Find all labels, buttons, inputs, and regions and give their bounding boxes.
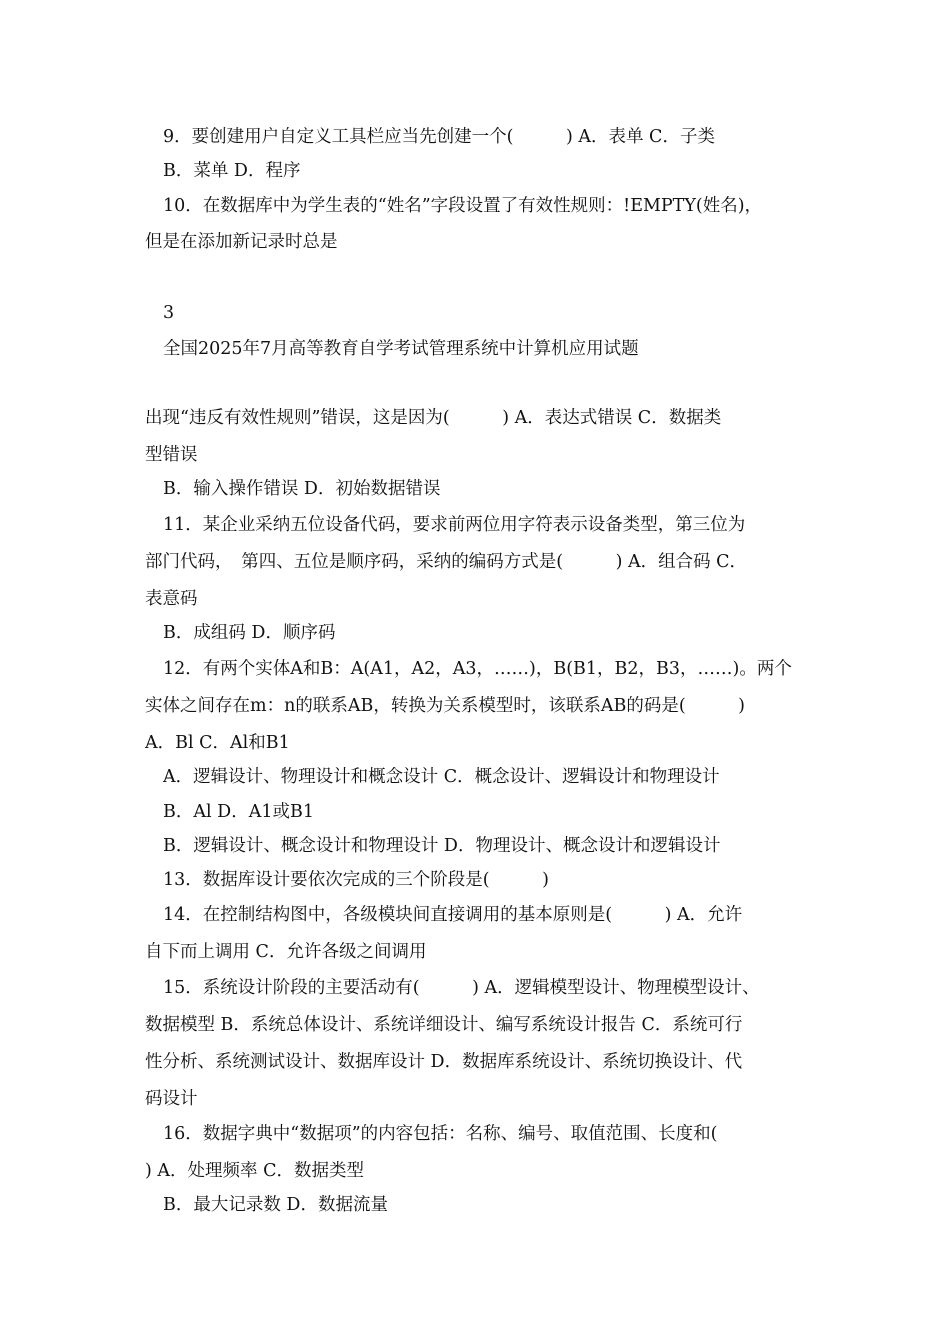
- question-10-text: 出现“违反有效性规则”错误，这是因为( ) A．表达式错误 C．数据类: [145, 408, 722, 428]
- page-number: 3: [163, 303, 175, 323]
- question-13: 13．数据库设计要依次完成的三个阶段是( ): [163, 870, 549, 890]
- question-9: 9．要创建用户自定义工具栏应当先创建一个( ) A．表单 C．子类: [163, 127, 715, 147]
- question-10: 10．在数据库中为学生表的“姓名”字段设置了有效性规则：!EMPTY(姓名)，: [163, 196, 763, 216]
- question-14-continued: 自下而上调用 C．允许各级之间调用: [145, 942, 427, 962]
- question-15: 15．系统设计阶段的主要活动有( ) A．逻辑模型设计、物理模型设计、: [163, 978, 760, 998]
- question-11-options: B．成组码 D．顺序码: [163, 623, 336, 643]
- question-11-continued: 部门代码， 第四、五位是顺序码，采纳的编码方式是( ) A．组合码 C．: [145, 552, 748, 572]
- question-11: 11．某企业采纳五位设备代码，要求前两位用字符表示设备类型，第三位为: [163, 515, 746, 535]
- question-13-options-a: A．逻辑设计、物理设计和概念设计 C．概念设计、逻辑设计和物理设计: [163, 767, 720, 787]
- question-13-options-b: B．逻辑设计、概念设计和物理设计 D．物理设计、概念设计和逻辑设计: [163, 836, 721, 856]
- question-16: 16．数据字典中“数据项”的内容包括：名称、编号、取值范围、长度和(: [163, 1124, 718, 1144]
- question-16-options: B．最大记录数 D．数据流量: [163, 1195, 388, 1215]
- question-12-options-b: B．Al D．A1或B1: [163, 802, 314, 822]
- question-10-continued: 但是在添加新记录时总是: [145, 232, 338, 252]
- page-header-title: 全国2025年7月高等教育自学考试管理系统中计算机应用试题: [163, 339, 639, 359]
- question-15-continued-3: 码设计: [145, 1089, 198, 1109]
- question-16-continued: ) A．处理频率 C．数据类型: [145, 1161, 364, 1181]
- question-10-options: B．输入操作错误 D．初始数据错误: [163, 479, 441, 499]
- question-12-continued: 实体之间存在m：n的联系AB，转换为关系模型时，该联系AB的码是( ): [145, 696, 746, 716]
- question-15-continued: 数据模型 B．系统总体设计、系统详细设计、编写系统设计报告 C．系统可行: [145, 1015, 743, 1035]
- question-11-continued-2: 表意码: [145, 589, 198, 609]
- question-15-continued-2: 性分析、系统测试设计、数据库设计 D．数据库系统设计、系统切换设计、代: [145, 1052, 743, 1072]
- question-12-options-a: A．Bl C．Al和B1: [145, 733, 290, 753]
- question-10-text-continued: 型错误: [145, 445, 198, 465]
- question-12: 12．有两个实体A和B：A(A1，A2，A3，……)，B(B1，B2，B3，……)。两个: [163, 659, 792, 679]
- question-14: 14．在控制结构图中，各级模块间直接调用的基本原则是( ) A．允许: [163, 905, 743, 925]
- question-9-options: B．菜单 D．程序: [163, 161, 301, 181]
